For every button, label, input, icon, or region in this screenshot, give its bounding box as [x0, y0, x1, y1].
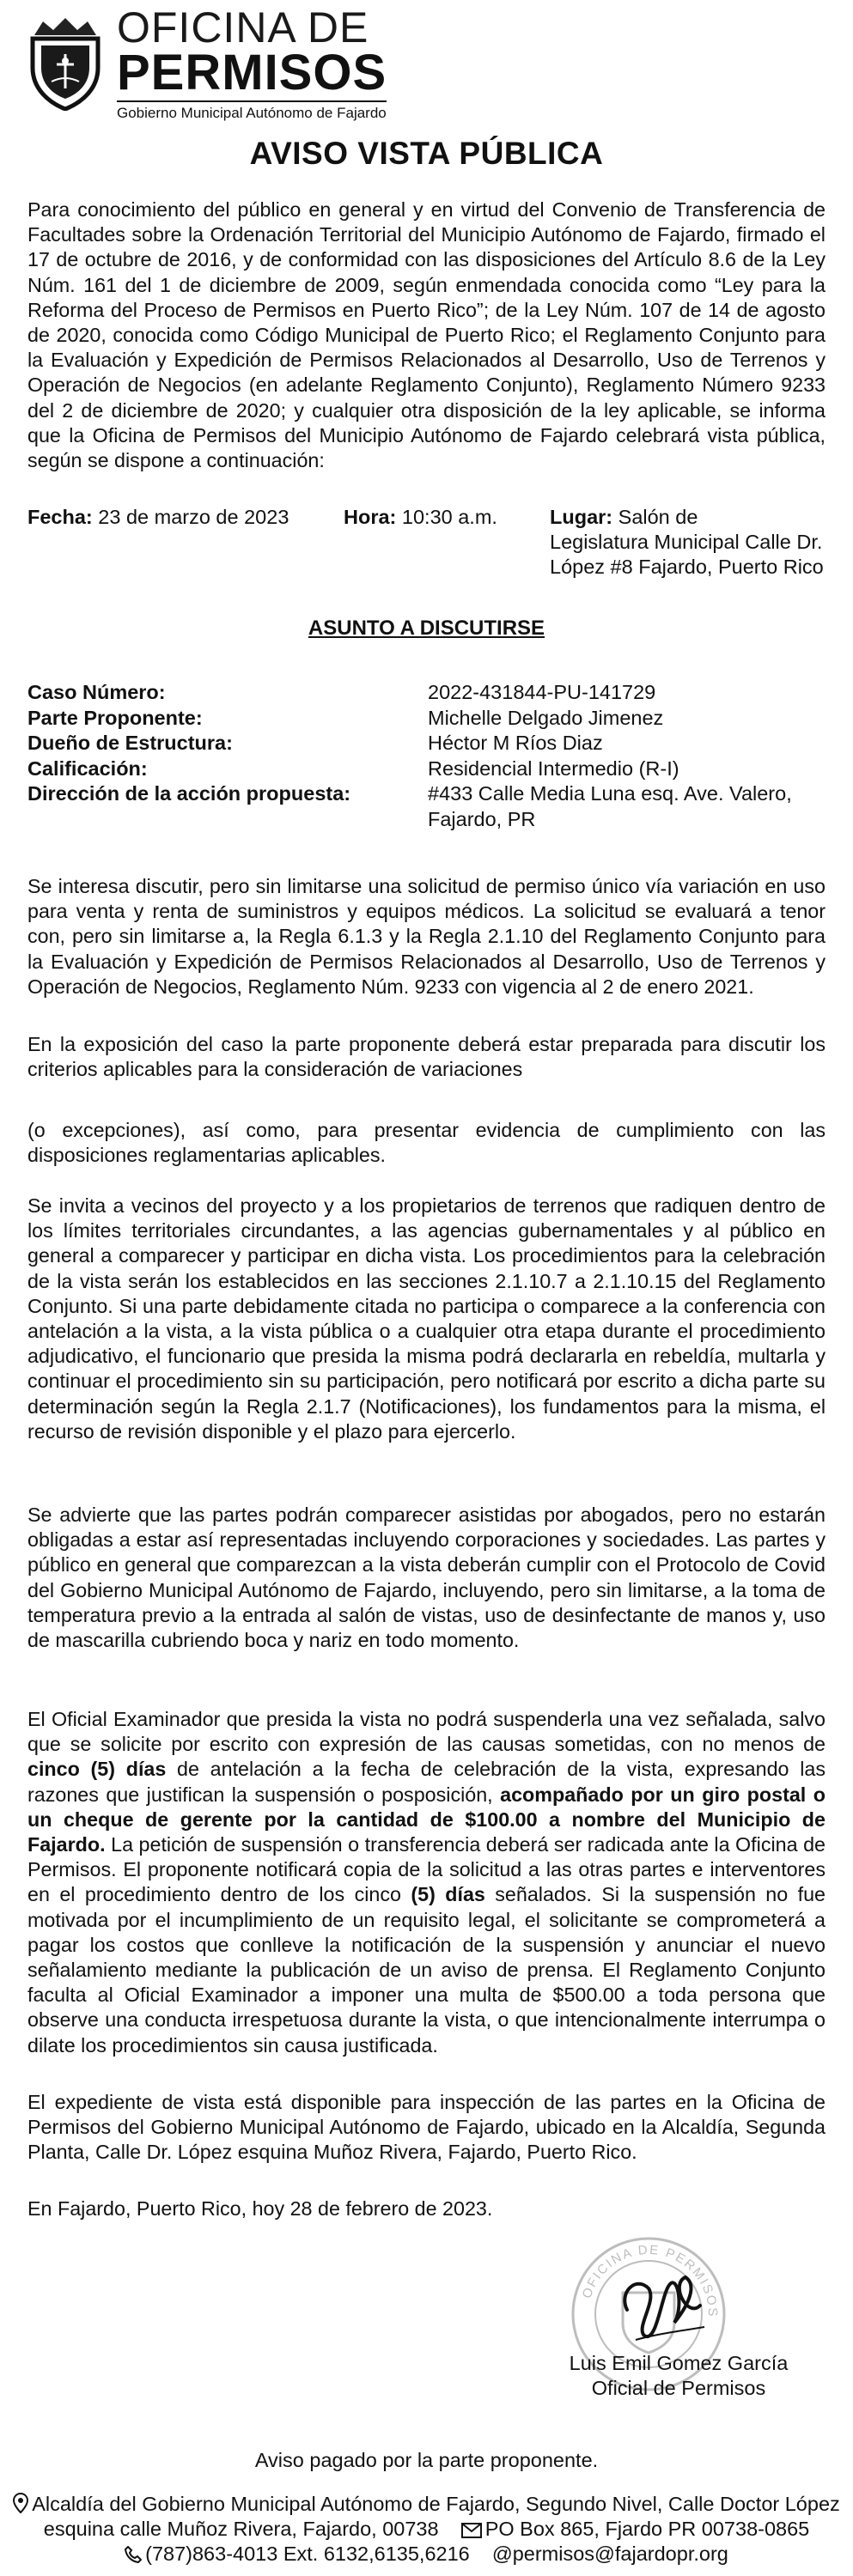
place-value-line3: López #8 Fajardo, Puerto Rico	[550, 556, 824, 578]
case-row	[27, 807, 826, 833]
place-value-line2: Legislatura Municipal Calle Dr.	[550, 531, 823, 553]
footer-email: @permisos@fajardopr.org	[491, 2543, 728, 2565]
paragraph-representation: Se advierte que las partes podrán comparecer asistidas por abogados, pero no estarán obligadas a estar así representadas incluyendo corporaciones y sociedades. Las partes y público en general que comparezcan a la vista deberán cumplir con el Protocolo de Covid del Gobierno Municipal Autónomo de Fajardo, incluyendo, pero sin limitarse, a la toma de temperatura previo a la entrada al salón de vistas, uso de desinfectante de manos y, uso de mascarilla cubriendo boca y nariz en todo momento.	[27, 1504, 826, 1652]
time-value: 10:30 a.m.	[401, 506, 497, 528]
suspension-bold-2: acompañado por un giro postal o un cheque de gerente por la cantidad de $100.00 a nombre del Municipio de Fajardo.	[27, 1783, 826, 1856]
case-address-line2: Fajardo, PR	[428, 807, 536, 830]
footer-po-box: PO Box 865, Fjardo PR 00738-0865	[484, 2518, 810, 2540]
signer-role: Oficial de Permisos	[591, 2377, 766, 2399]
case-value: #433 Calle Media Luna esq. Ave. Valero,	[428, 782, 792, 805]
suspension-text-1: El Oficial Examinador que presida la vista no podrá suspenderla una vez señalada, salvo que se solicite por escrito con expresión de las causas sometidas, con no menos de	[27, 1708, 826, 1756]
paragraph-purpose: Se interesa discutir, pero sin limitarse una solicitud de permiso único vía variación en uso para venta y renta de suministros y equipos médicos. La solicitud se evaluará a tenor con, pero sin limitarse a, la Regla 6.1.3 y la Regla 2.1.10 del Reglamento Conjunto para la Evaluación y Expedición de Permisos Relacionados al Desarrollo, Uso de Terrenos y Operación de Negocios, Reglamento Núm. 9233 con vigencia al 2 de enero 2021.	[27, 875, 826, 998]
case-label: Parte Proponente:	[27, 706, 203, 729]
signer-name: Luis Emil Gomez García	[569, 2352, 789, 2374]
phone-icon	[125, 2546, 142, 2563]
suspension-bold-3: (5) días	[411, 1883, 485, 1906]
paragraph-suspension	[27, 1707, 826, 2058]
footer-phone: (787)863-4013 Ext. 6132,6135,6216	[145, 2543, 470, 2565]
notice-title: AVISO VISTA PÚBLICA	[249, 136, 604, 171]
case-value: Residencial Intermedio (R-I)	[428, 756, 679, 780]
suspension-text-4: señalados. Si la suspensión no fue motivada por el incumplimiento de un requisito legal, el solicitante se comprometerá a pagar los costos que conlleve la notificación de la suspensión y anunciar el nuevo señalamiento mediante la publicación de un aviso de prensa. El Reglamento Conjunto faculta al Oficial Examinador a imponer una multa de $500.00 a toda persona que observe una conducta irrespetuosa durante la vista, o que intencionalmente interrumpa o dilate los procedimientos sin causa justificada.	[27, 1883, 826, 2057]
date-value: 23 de marzo de 2023	[98, 506, 289, 528]
suspension-text-3: La petición de suspensión o transferencia deberá ser radicada ante la Oficina de Permisos. El proponente notificará copia de la solicitud a las otras partes e interventores en el procedimiento dentro de los cinco	[27, 1833, 826, 1906]
case-row	[27, 756, 826, 782]
case-label: Dueño de Estructura:	[27, 732, 233, 754]
case-value: 2022-431844-PU-141729	[428, 681, 656, 703]
envelope-icon	[461, 2523, 482, 2538]
case-label: Caso Número:	[27, 681, 166, 703]
municipal-crest-icon	[26, 16, 105, 111]
paragraph-record: El expediente de vista está disponible para inspección de las partes en la Oficina de Permisos del Gobierno Municipal Autónomo de Fajardo, ubicado en la Alcaldía, Segunda Planta, Calle Dr. López esquina Muñoz Rivera, Fajardo, Puerto Rico.	[27, 2091, 826, 2164]
place-value-line1: Salón de	[618, 506, 698, 528]
case-value: Michelle Delgado Jimenez	[428, 706, 664, 729]
seal-text: OFICINA DE PERMISOS	[579, 2242, 721, 2318]
case-label: Dirección de la acción propuesta:	[27, 782, 351, 805]
case-value: Héctor M Ríos Diaz	[428, 732, 603, 754]
brand-main-text: PERMISOS	[117, 44, 387, 100]
paid-note: Aviso pagado por la parte proponente.	[254, 2449, 599, 2471]
time-label: Hora:	[344, 506, 397, 528]
footer-address-line1: Alcaldía del Gobierno Municipal Autónomo de Fajardo, Segundo Nivel, Calle Doctor López	[32, 2493, 840, 2515]
date-label: Fecha:	[27, 506, 93, 528]
case-row	[27, 731, 826, 756]
case-label: Calificación:	[27, 756, 148, 780]
header-logo	[26, 3, 387, 121]
suspension-bold-1: cinco (5) días	[27, 1758, 167, 1781]
intro-paragraph: Para conocimiento del público en general y en virtud del Convenio de Transferencia de Facultades sobre la Ordenación Territorial del Municipio Autónomo de Fajardo, firmado el 17 de octubre de 2016, y de conformidad con las disposiciones del Artículo 8.6 de la Ley Núm. 161 del 1 de diciembre de 2009, según enmendada conocida como “Ley para la Reforma del Proceso de Permisos en Puerto Rico”; de la Ley Núm. 107 de 14 de agosto de 2020, conocida como Código Municipal de Puerto Rico; el Reglamento Conjunto para la Evaluación y Expedición de Permisos Relacionados al Desarrollo, Uso de Terrenos y Operación de Negocios (en adelante Reglamento Conjunto), Reglamento Número 9233 del 2 de diciembre de 2020; y cualquier otra disposición de la ley aplicable, se informa que la Oficina de Permisos del Municipio Autónomo de Fajardo celebrará vista pública, según se dispone a continuación:	[27, 198, 826, 472]
paragraph-exposition: En la exposición del caso la parte proponente deberá estar preparada para discutir los criterios aplicables para la consideración de variaciones	[27, 1033, 826, 1081]
brand-subtitle: Gobierno Municipal Autónomo de Fajardo	[117, 100, 387, 122]
paragraph-exceptions: (o excepciones), así como, para presentar evidencia de cumplimiento con las disposiciones reglamentarias aplicables.	[27, 1119, 826, 1167]
brand-top-text: OFICINA DE	[117, 3, 369, 52]
signer-block	[550, 2351, 807, 2401]
place-label: Lugar:	[550, 506, 613, 528]
paragraph-dateline: En Fajardo, Puerto Rico, hoy 28 de febrero de 2023.	[27, 2197, 493, 2220]
case-row	[27, 781, 826, 807]
footer-address-line2: esquina calle Muñoz Rivera, Fajardo, 00738	[43, 2518, 439, 2540]
case-row	[27, 706, 826, 732]
signature-mark	[610, 2258, 713, 2353]
paragraph-invitation: Se invita a vecinos del proyecto y a los propietarios de terrenos que radiquen dentro de los límites territoriales circundantes, a las agencias gubernamentales y al público en general a comparecer y participar en dicha vista. Los procedimientos para la celebración de la vista serán los establecidos en las secciones 2.1.10.7 a 2.1.10.15 del Reglamento Conjunto. Si una parte debidamente citada no participa o comparece a la conferencia con antelación a la vista, a la vista pública o a cualquier otra etapa durante el procedimiento adjudicativo, el funcionario que presida la misma podrá declararla en rebeldía, multarla y continuar el procedimiento sin su participación, pero notificará por escrito a dicha parte su determinación según la Regla 2.1.7 (Notificaciones), los fundamentos para la misma, el recurso de revisión disponible y el plazo para ejercerlo.	[27, 1194, 826, 1443]
case-row	[27, 680, 826, 706]
footer-contact	[0, 2492, 853, 2567]
subject-heading: ASUNTO A DISCUTIRSE	[308, 617, 545, 640]
suspension-text-2: de antelación a la fecha de celebración de la vista, expresando las razones que justifican la suspensión o posposición,	[27, 1758, 826, 1806]
case-details	[27, 680, 826, 832]
location-pin-icon	[13, 2493, 28, 2513]
